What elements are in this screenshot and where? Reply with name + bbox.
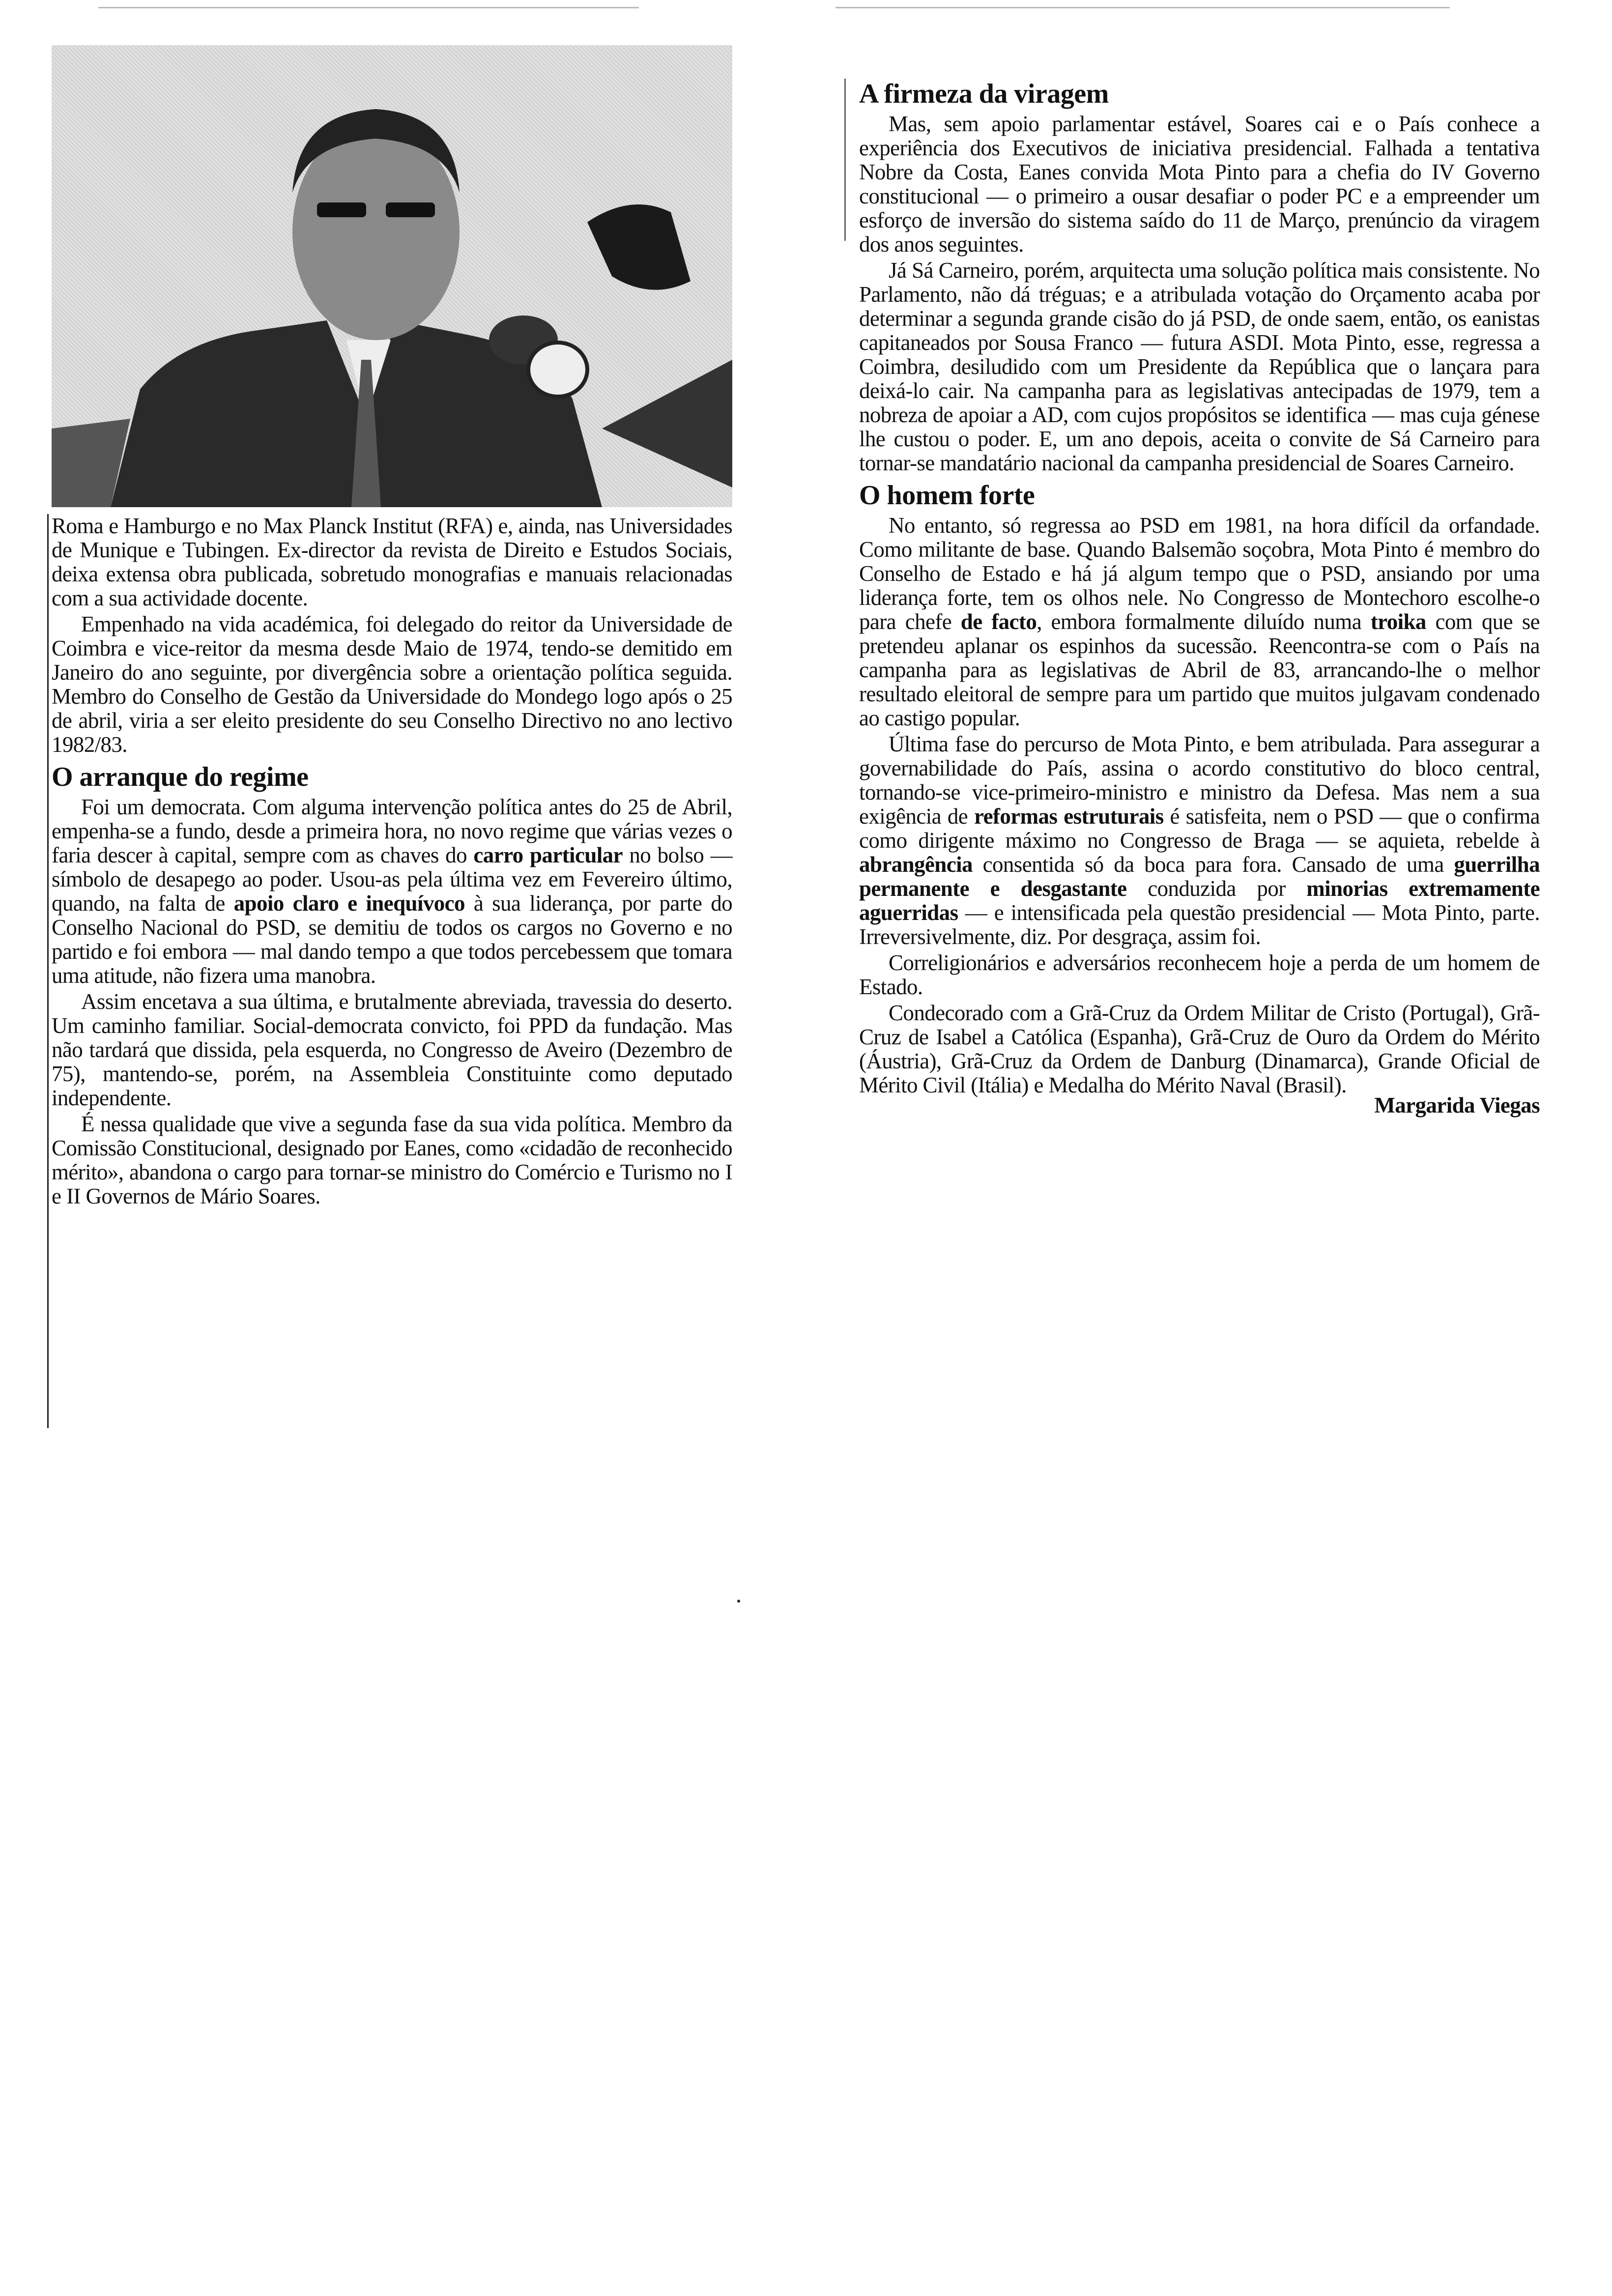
scan-edge-line: [98, 7, 639, 8]
article-paragraph: [859, 951, 1540, 999]
paragraph-text: à sua liderança, por parte do Conselho Nacional do PSD, se demitiu de todos os cargos no Governo e no partido e foi embora — mal dando tempo a que todos percebessem que tomara uma atitude, não fizera uma manobra.: [52, 891, 732, 988]
bold-emphasis: carro particular: [473, 843, 623, 867]
article-paragraph: [52, 514, 732, 610]
article-paragraph: [859, 112, 1540, 257]
scan-speck: [737, 1600, 740, 1603]
paragraph-text: Assim encetava a sua última, e brutalmente abreviada, travessia do deserto. Um caminho familiar. Social-democrata convicto, foi PPD da fundação. Mas não tardará que dissida, pela esquerda, no Congresso de Aveiro (Dezembro de 75), mantendo-se, porém, na Assembleia Constituinte como deputado independente.: [52, 989, 732, 1110]
article-paragraph: [52, 1112, 732, 1208]
paragraph-text: Empenhado na vida académica, foi delegado do reitor da Universidade de Coimbra e vice-reitor da mesma desde Maio de 1974, tendo-se demitido em Janeiro do ano seguinte, por divergência sobre a orientação política seguida. Membro do Conselho de Gestão da Universidade do Mondego logo após o 25 de abril, viria a ser eleito presidente do seu Conselho Directivo no ano lectivo 1982/83.: [52, 612, 732, 757]
column-rule-left: [47, 514, 49, 1428]
article-paragraph: [859, 1001, 1540, 1097]
article-paragraph: [52, 990, 732, 1110]
paragraph-text: Já Sá Carneiro, porém, arquitecta uma solução política mais consistente. No Parlamento, não dá tréguas; e a atribulada votação do Orçamento acaba por determinar a segunda grande cisão do já PSD, de onde saem, então, os eanistas capitaneados por Sousa Franco — futura ASDI. Mota Pinto, esse, regressa a Coimbra, desiludido com um Presidente da República que o lançara para deixá-lo cair. Na campanha para as legislativas antecipadas de 1979, tem a nobreza de apoiar a AD, com cujos propósitos se identifica — mas cuja génese lhe custou o poder. E, um ano depois, aceita o convite de Sá Carneiro para tornar-se mandatário nacional da campanha presidencial de Soares Carneiro.: [859, 258, 1540, 475]
article-paragraph: [52, 612, 732, 757]
bold-emphasis: troika: [1370, 609, 1426, 634]
bold-emphasis: apoio claro e inequívoco: [233, 891, 465, 916]
paragraph-text: Correligionários e adversários reconhecem hoje a perda de um homem de Estado.: [859, 950, 1540, 999]
paragraph-text: No entanto, só regressa ao PSD em 1981, na hora difícil da orfandade. Como militante de base. Quando Balsemão soçobra, Mota Pinto é membro do Conselho de Estado e há já algum tempo que o PSD, ansiando por uma liderança forte, tem os olhos nele. No Congresso de Montechoro escolhe-o para chefe: [859, 513, 1540, 634]
paragraph-text: no bolso — símbolo de desapego ao poder. Usou-as pela última vez em Fevereiro último, quando, na falta de: [52, 843, 732, 916]
scan-edge-line: [835, 7, 1450, 8]
article-paragraph: [859, 258, 1540, 475]
paragraph-text: conduzida por: [1126, 876, 1307, 901]
section-heading: O arranque do regime: [52, 762, 309, 792]
paragraph-text: Roma e Hamburgo e no Max Planck Institut (RFA) e, ainda, nas Universidades de Munique e Tubingen. Ex-director da revista de Direito e Estudos Sociais, deixa extensa obra publicada, sobretudo monografias e manuais relacionadas com a sua actividade docente.: [52, 514, 732, 610]
article-paragraph: [859, 732, 1540, 949]
portrait-photo: [52, 45, 732, 507]
bold-emphasis: de facto: [960, 609, 1037, 634]
paragraph-text: consentida só da boca para fora. Cansado de uma: [972, 852, 1454, 877]
section-heading: A firmeza da viragem: [859, 79, 1109, 109]
paragraph-text: Foi um democrata. Com alguma intervenção política antes do 25 de Abril, empenha-se a fundo, desde a primeira hora, no novo regime que várias vezes o faria descer à capital, sempre com as chaves do: [52, 795, 732, 867]
bold-emphasis: guerrilha permanente e desgastante: [859, 852, 1540, 901]
paragraph-text: É nessa qualidade que vive a segunda fase da sua vida política. Membro da Comissão Constitucional, designado por Eanes, como «cidadão de reconhecido mérito», abandona o cargo para tornar-se ministro do Comércio e Turismo no I e II Governos de Mário Soares.: [52, 1112, 732, 1208]
right-article-column: [859, 74, 1540, 1118]
paragraph-text: com que se pretendeu aplanar os espinhos da sucessão. Reencontra-se com o País na campanha para as legislativas de Abril de 83, arrancando-lhe o melhor resultado eleitoral de sempre para um partido que muitos julgavam condenado ao castigo popular.: [859, 609, 1540, 730]
paragraph-text: Última fase do percurso de Mota Pinto, e bem atribulada. Para assegurar a governabilidade do País, assina o acordo constitutivo do bloco central, tornando-se vice-primeiro-ministro e ministro da Defesa. Mas nem a sua exigência de: [859, 732, 1540, 829]
paragraph-text: — e intensificada pela questão presidencial — Mota Pinto, parte. Irreversivelmente, diz. Por desgraça, assim foi.: [859, 900, 1540, 949]
bold-emphasis: minorias extremamente aguerridas: [859, 876, 1540, 925]
section-heading: O homem forte: [859, 480, 1035, 511]
article-paragraph: [859, 514, 1540, 730]
author-byline: Margarida Viegas: [1374, 1093, 1540, 1118]
paragraph-text: Condecorado com a Grã-Cruz da Ordem Militar de Cristo (Portugal), Grã-Cruz de Isabel a Católica (Espanha), Grã-Cruz de Ouro da Ordem do Mérito (Áustria), Grã-Cruz da Ordem de Danburg (Dinamarca), Grande Oficial de Mérito Civil (Itália) e Medalha do Mérito Naval (Brasil).: [859, 1001, 1540, 1097]
bold-emphasis: reformas estruturais: [974, 804, 1164, 829]
bold-emphasis: abrangência: [859, 852, 973, 877]
photo-man-at-microphones-icon: [52, 45, 732, 507]
paragraph-text: , embora formalmente diluído numa: [1036, 609, 1371, 634]
left-article-column: [52, 514, 732, 1208]
paragraph-text: é satisfeita, nem o PSD — que o confirma como dirigente máximo no Congresso de Braga — se aquieta, rebelde à: [859, 804, 1540, 853]
article-paragraph: [52, 795, 732, 988]
column-rule-right: [844, 79, 846, 241]
paragraph-text: Mas, sem apoio parlamentar estável, Soares cai e o País conhece a experiência dos Executivos de iniciativa presidencial. Falhada a tentativa Nobre da Costa, Eanes convida Mota Pinto para a chefia do IV Governo constitucional — o primeiro a ousar desafiar o poder PC e a empreender um esforço de inversão do sistema saído do 11 de Março, prenúncio da viragem dos anos seguintes.: [859, 112, 1540, 257]
